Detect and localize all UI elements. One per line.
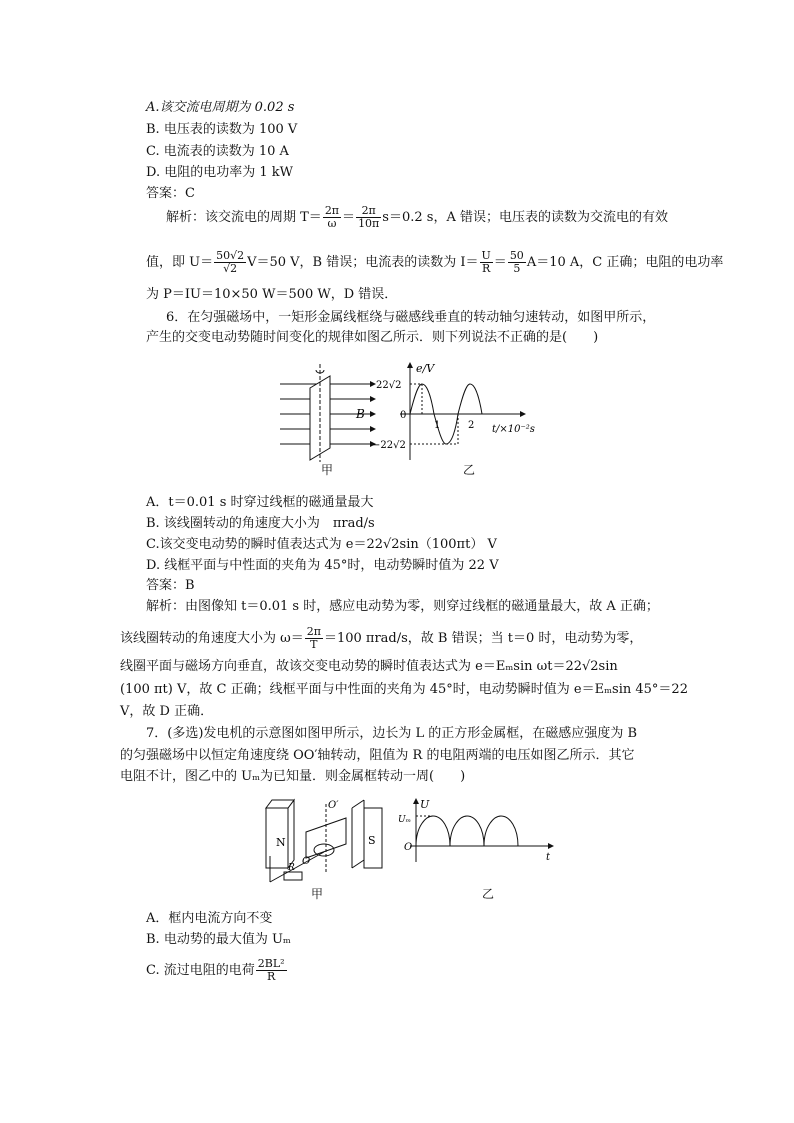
- tick-um: Uₘ: [398, 815, 412, 825]
- q6-figure-jia: [272, 362, 380, 462]
- fraction: $\frac{\text{2BL²}}{R}$: [257, 957, 285, 983]
- axis-t-label: t/×10⁻²s: [492, 424, 535, 435]
- q7-fig-caption-yi: 乙: [482, 887, 495, 901]
- tick-1: 1: [434, 420, 441, 431]
- q5-option-c: C. 电流表的读数为 10 A: [146, 144, 289, 159]
- q5-solution-line3: 为 P＝IU＝10×50 W＝500 W，D 错误．: [146, 287, 398, 302]
- label-b: B: [356, 407, 365, 421]
- q7-figure-jia: [262, 796, 396, 888]
- q7-stem-line2: 的匀强磁场中以恒定角速度绕 OO′轴转动，阻值为 R 的电阻两端的电压如图乙所示．其它: [120, 748, 635, 763]
- label-o-prime: O′: [328, 800, 339, 811]
- label-s: S: [368, 834, 376, 847]
- label-o: O: [302, 856, 311, 867]
- q7-stem-line1: 7．(多选)发电机的示意图如图甲所示，边长为 L 的正方形金属框，在磁感应强度为 B: [146, 726, 637, 741]
- q5-solution-line2: 值，即 U＝ $\frac{50√2}{√2}$ V＝50 V，B 错误；电流表的读数为 I＝ $\frac{U}{R}$ ＝ $\frac{50}{5}$ A＝10 A，C 正确；电阻的电功率: [146, 249, 724, 275]
- fraction: $\frac{2\pi}{T}$: [306, 625, 321, 651]
- q5-answer: 答案：C: [146, 186, 195, 201]
- tick-2: 2: [468, 420, 475, 431]
- q6-fig-caption-jia: 甲: [321, 463, 334, 477]
- label-r: R: [288, 863, 295, 873]
- q6-option-c: C.该交变电动势的瞬时值表达式为 e＝22√2sin（100πt） V: [146, 537, 497, 552]
- q6-figure-yi: [370, 362, 540, 462]
- axis-t-label: t: [546, 852, 551, 863]
- label-n: N: [276, 836, 286, 849]
- q7-figure-yi: [396, 796, 558, 866]
- q7-option-b: B. 电动势的最大值为 Uₘ: [146, 932, 291, 947]
- fraction: $\frac{2\pi}{\omega}$: [324, 204, 340, 230]
- fraction: $\frac{50√2}{√2}$: [216, 249, 245, 275]
- fraction: $\frac{U}{R}$: [481, 249, 491, 275]
- tick-top: 22√2: [376, 380, 402, 391]
- q6-option-a: A．t＝0.01 s 时穿过线框的磁通量最大: [146, 495, 374, 510]
- q6-stem-line1: 6．在匀强磁场中，一矩形金属线框绕与磁感线垂直的转动轴匀速转动，如图甲所示，: [166, 310, 656, 325]
- q5-solution-line1: 解析：该交流电的周期 T＝ $\frac{2\pi}{\omega}$ ＝ $\frac{2\pi}{10\pi}$ s＝0.2 s，A 错误；电压表的读数为交流电的有效: [166, 204, 668, 230]
- q6-solution-line2: 该线圈转动的角速度大小为 ω＝ $\frac{2\pi}{T}$ ＝100 πrad/s，故 B 错误；当 t＝0 时，电动势为零，: [120, 625, 643, 651]
- q7-option-c: C. 流过电阻的电荷 $\frac{\text{2BL²}}{R}$: [146, 957, 285, 983]
- axis-u-label: U: [420, 798, 430, 811]
- q7-fig-caption-jia: 甲: [311, 887, 324, 901]
- tick-zero: 0: [400, 410, 407, 421]
- q5-option-a: A.该交流电周期为 0.02 s: [146, 100, 295, 115]
- q5-option-b: B. 电压表的读数为 100 V: [146, 122, 298, 137]
- q7-stem-line3: 电阻不计，图乙中的 Uₘ为已知量．则金属框转动一周( ): [120, 769, 466, 784]
- axis-e-label: e/V: [416, 362, 435, 375]
- fraction: $\frac{2\pi}{10\pi}$: [358, 204, 380, 230]
- q6-solution-line1: 解析：由图像知 t＝0.01 s 时，感应电动势为零，则穿过线框的磁通量最大，故 A 正确；: [146, 599, 659, 614]
- q6-fig-caption-yi: 乙: [463, 463, 476, 477]
- q6-option-d: D. 线框平面与中性面的夹角为 45°时，电动势瞬时值为 22 V: [146, 558, 499, 573]
- q6-solution-line4: (100 πt) V，故 C 正确；线框平面与中性面的夹角为 45°时，电动势瞬时值为 e＝Eₘsin 45°＝22: [120, 682, 688, 697]
- q6-stem-line2: 产生的交变电动势随时间变化的规律如图乙所示．则下列说法不正确的是( ): [146, 330, 599, 345]
- q6-answer: 答案：B: [146, 578, 195, 593]
- q6-option-b: B. 该线圈转动的角速度大小为 πrad/s: [146, 516, 375, 531]
- q5-option-d: D. 电阻的电功率为 1 kW: [146, 165, 293, 180]
- fraction: $\frac{50}{5}$: [509, 249, 524, 275]
- q6-solution-line5: V，故 D 正确．: [120, 704, 214, 719]
- q7-option-a: A．框内电流方向不变: [146, 911, 273, 926]
- q6-solution-line3: 线圈平面与磁场方向垂直，故该交变电动势的瞬时值表达式为 e＝Eₘsin ωt＝22√2sin: [120, 659, 618, 674]
- tick-bottom: −22√2: [372, 440, 406, 451]
- label-origin: O: [404, 842, 413, 853]
